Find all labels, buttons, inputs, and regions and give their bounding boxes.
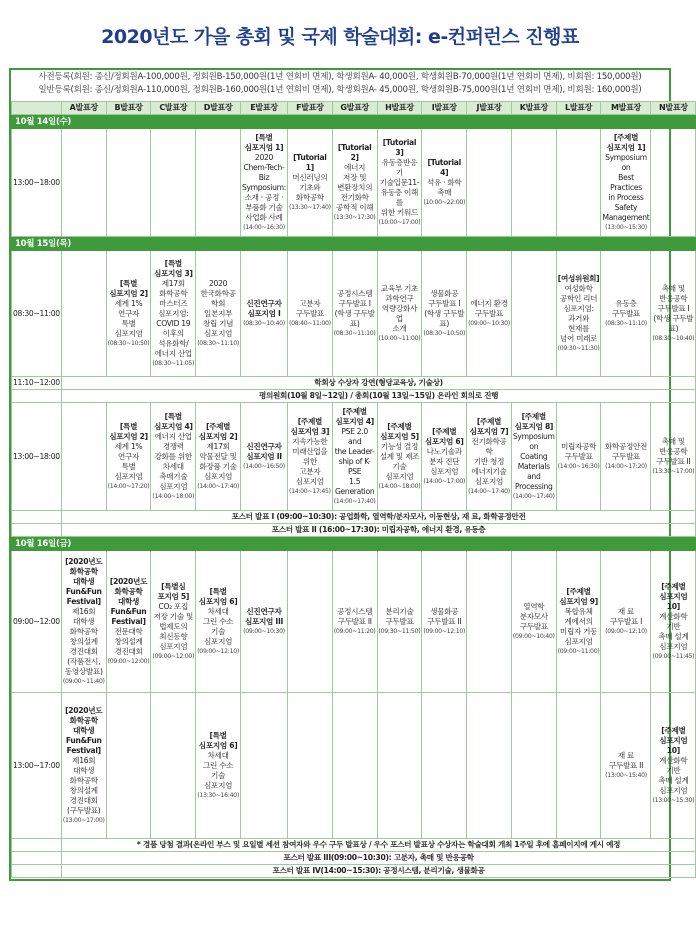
session-time: (10:00~11:00) (378, 335, 421, 342)
session-cell-l (556, 403, 601, 511)
room-e: E발표장 (240, 102, 287, 115)
session-cell-l (556, 693, 601, 839)
room-c: C발표장 (151, 102, 196, 115)
session-body: 화학공정안전 구두발표 (604, 442, 648, 461)
room-a: A발표장 (61, 102, 106, 115)
lecture-row-text: 학회상 수상자 강연(형당교육상, 기술상) (61, 377, 695, 390)
time-cell: 13:00~18:00 (12, 403, 62, 511)
session-body: 계산화학 기반 촉매 설계 심포지엄 (658, 612, 689, 651)
session-cell-c (151, 251, 196, 377)
session-cell-i (422, 551, 467, 693)
poster-4-row (12, 865, 696, 878)
room-b: B발표장 (106, 102, 151, 115)
session-time: (09:00~12:10) (605, 628, 647, 635)
session-cell-f (287, 693, 332, 839)
session-time: (09:30~11:50) (378, 628, 421, 635)
session-body: 세계 1% 연구자 특별 심포지엄 (114, 299, 143, 338)
time-cell (12, 865, 62, 878)
session-time: (13:00~15:30) (605, 224, 647, 231)
session-cell-m (601, 251, 651, 377)
session-time: (08:30~10:50) (423, 330, 466, 337)
session-cell-a (61, 403, 106, 511)
session-title: [특별 심포지엄 2] (109, 422, 148, 441)
session-body: 에너지 저장 및 변환장치의 전기화학 공학적 이해 (336, 163, 374, 212)
registration-fees (11, 71, 669, 97)
session-body: 유동층 구두발표 (611, 299, 641, 318)
session-cell-g (332, 551, 377, 693)
session-cell-e (240, 251, 287, 377)
session-cell-n (651, 693, 696, 839)
session-cell-j (467, 551, 512, 693)
session-cell-m (601, 129, 651, 237)
room-h: H발표장 (377, 102, 422, 115)
session-body: 2020 한국화학공학회 일본지부 창립 기념 심포지엄 (200, 279, 236, 338)
notice-row (12, 839, 696, 852)
session-body: 차세대 그린 수소 기술 심포지엄 (202, 751, 234, 790)
session-title: [특별 심포지엄 4] (153, 412, 193, 431)
session-title: [특별 심포지엄 6] (198, 587, 238, 606)
session-cell-d (196, 693, 241, 839)
time-cell (12, 524, 62, 537)
session-body: 공정시스템 구두발표 II (337, 607, 373, 626)
council-row (12, 390, 696, 403)
session-time: (09:00~12:10) (423, 628, 466, 635)
room-g: G발표장 (332, 102, 377, 115)
session-body: 지속가능한 미래산업을 위한 고분자 심포지엄 (292, 437, 328, 486)
session-cell-n (651, 403, 696, 511)
session-body: 전기화학공학 기반 청정 에너지기술 심포지엄 (471, 437, 507, 486)
session-title: 신진연구자 심포지엄 II (246, 442, 282, 461)
session-cell-b (106, 693, 151, 839)
session-title: [2020년도 화학공학 대학생 Fun&Fun Festival] (109, 577, 148, 626)
session-body: 세계 1% 연구자 특별 심포지엄 (114, 442, 143, 481)
session-title: [여성위원회] (557, 274, 600, 283)
room-header-row (12, 102, 696, 115)
session-cell-d (196, 403, 241, 511)
session-time: (13:30~16:40) (197, 792, 239, 799)
poster-3-row (12, 852, 696, 865)
session-cell-k (511, 551, 556, 693)
session-cell-g (332, 693, 377, 839)
session-time: (14:00~17:40) (197, 483, 239, 490)
session-title: [주제별 심포지엄 5] (380, 422, 419, 441)
time-cell: 09:00~12:00 (12, 551, 62, 693)
session-body: 에너지 환경 구두발표 (470, 299, 508, 318)
session-body: PSE 2.0 and the Leader- ship of K-PSE 1.5 Generation (334, 427, 375, 496)
session-time: (10:00~22:00) (423, 199, 466, 206)
session-title: [Tutorial 4] (427, 158, 461, 177)
session-time: (14:00~17:40) (468, 488, 510, 495)
session-time: (14:00~17:20) (605, 463, 647, 470)
row-oct15-afternoon (12, 403, 696, 511)
session-body: 공정시스템 구두발표 I (학생 구두발표) (334, 289, 375, 328)
session-title: [특별심 포지엄 5] (157, 582, 190, 601)
session-title: 신진연구자 심포지엄 III (244, 607, 283, 626)
room-i: I발표장 (422, 102, 467, 115)
session-title: [특별 심포지엄 1] (244, 133, 284, 152)
session-title: [주제별 심포지엄 4] (335, 407, 374, 426)
session-time: (08:30~11:05) (152, 360, 195, 367)
session-title: [2020년도 화학공학 대학생 Fun&Fun Festival] (65, 557, 103, 606)
session-title: [주제별 심포지엄 3] (290, 417, 330, 436)
session-title: [주제별 심포지엄 10] (659, 582, 688, 611)
session-time: (09:00~12:00) (152, 653, 195, 660)
session-time: (13:00~15:30) (652, 797, 695, 804)
general-registration-fee: 일반등록(회원: 종신/정회원A-110,000원, 정회원B-160,000원(1년 연회비 면제), 학생회원A- 45,000원, 학생회원B-75,000원(1년 연회비 면제), 비회원: 160,000원) (38, 85, 642, 95)
time-cell: 08:30~11:00 (12, 251, 62, 377)
session-body: 재 료 구두발표 II (608, 751, 644, 770)
notice-row-text: * 경품 당첨 결과(온라인 부스 및 요일별 세션 참여자와 우수 구두 발표상 / 우수 포스터 발표상 수상자는 학술대회 개최 1주일 후에 홈페이지에 게시 예정 (61, 839, 695, 852)
session-cell-c (151, 129, 196, 237)
session-cell-h (377, 403, 422, 511)
session-cell-a (61, 551, 106, 693)
session-cell-d (196, 551, 241, 693)
poster-2-row (12, 524, 696, 537)
session-cell-j (467, 693, 512, 839)
session-body: 생물화공 구두발표 II (427, 607, 462, 626)
session-cell-k (511, 251, 556, 377)
day-label: 10월 14일(수) (12, 115, 696, 129)
session-time: (09:00~10:30) (243, 628, 285, 635)
session-time: (08:30~10:50) (107, 340, 150, 347)
session-time: (08:30~10:40) (243, 320, 285, 327)
session-cell-j (467, 403, 512, 511)
session-title: [주제별 심포지엄 2] (198, 422, 238, 441)
session-title: [주제별 심포지엄 10] (659, 726, 688, 755)
session-time: (08:40~11:00) (288, 320, 331, 327)
session-cell-n (651, 129, 696, 237)
session-body: 재 료 구두발표 I (609, 607, 643, 626)
session-cell-g (332, 403, 377, 511)
session-cell-e (240, 551, 287, 693)
room-k: K발표장 (511, 102, 556, 115)
session-time: (14:00~16:30) (557, 463, 600, 470)
session-time: (08:30~10:40) (652, 335, 695, 342)
session-cell-b (106, 551, 151, 693)
session-time: (13:30~17:30) (333, 214, 376, 221)
session-cell-h (377, 251, 422, 377)
session-body: 제17회 화학공학 마스터즈 심포지엄: COVID 19 이후의 석유화학/ 에너지 산업 (154, 279, 192, 358)
session-body: CO₂ 포집 저장 기술 및 법제도의 최신동향 심포지엄 (153, 602, 193, 651)
row-oct15-morning (12, 251, 696, 377)
poster-1-row-text: 포스터 발표 I (09:00~10:30): 공업화학, 열역학/분자모사, 이동현상, 재 료, 화학공정안전 (61, 511, 695, 524)
session-time: (14:00~18:00) (378, 483, 421, 490)
poster-3-row-text: 포스터 발표 III(09:00~10:30): 고분자, 촉매 및 반응공학 (61, 852, 695, 865)
session-time: (08:30~11:10) (333, 330, 376, 337)
time-cell (12, 852, 62, 865)
session-cell-k (511, 129, 556, 237)
session-time: (08:30~11:10) (605, 320, 647, 327)
session-cell-e (240, 693, 287, 839)
session-body: 제16회 대학생 화학공학 창의설계 경진대회 (작품전시, 동영상발표) (64, 607, 103, 676)
session-cell-e (240, 129, 287, 237)
poster-1-row (12, 511, 696, 524)
day-oct-16 (12, 537, 696, 551)
session-cell-a (61, 693, 106, 839)
session-title: [주제별 심포지엄 1] (606, 133, 646, 152)
session-title: [2020년도 화학공학 대학생 Fun&Fun Festival] (65, 706, 103, 755)
session-body: 차세대 그린 수소 기술 심포지엄 (202, 607, 234, 646)
session-cell-a (61, 251, 106, 377)
session-title: 신진연구자 심포지엄 I (246, 299, 282, 318)
session-cell-f (287, 551, 332, 693)
session-body: 생물화공 구두발표 I (학생 구두발표) (424, 289, 465, 328)
session-time: (13:00~15:40) (605, 772, 647, 779)
session-title: [Tutorial 1] (293, 153, 327, 172)
session-time: (14:00~17:45) (288, 488, 331, 495)
session-cell-g (332, 129, 377, 237)
session-time: (14:00~17:20) (107, 483, 150, 490)
session-cell-f (287, 403, 332, 511)
session-time: (14:00~17:40) (333, 498, 376, 505)
session-cell-k (511, 693, 556, 839)
room-f: F발표장 (287, 102, 332, 115)
session-body: 전문대학 창의설계 경진대회 (114, 627, 143, 656)
session-cell-m (601, 403, 651, 511)
session-body: 에너지 산업 경쟁력 강화를 위한 차세대 촉매기술 심포지엄 (154, 432, 192, 491)
session-body: 열역학 분자모사 구두발표 (519, 602, 548, 631)
session-body: 복합유체 계에서의 미립자 거동 심포지엄 (559, 607, 598, 646)
session-cell-m (601, 551, 651, 693)
room-m: M발표장 (601, 102, 651, 115)
lecture-row (12, 377, 696, 390)
row-oct16-afternoon (12, 693, 696, 839)
session-cell-i (422, 251, 467, 377)
session-body: 계산화학 기반 촉매 설계 심포지엄 (658, 756, 689, 795)
session-cell-l (556, 129, 601, 237)
row-oct14-afternoon (12, 129, 696, 237)
session-time: (14:00~16:50) (243, 463, 285, 470)
corner-cell (12, 102, 62, 115)
session-title: [주제별 심포지엄 7] (469, 417, 509, 436)
session-cell-n (651, 551, 696, 693)
session-body: 머신러닝의 기초와 화학공학 (292, 173, 328, 202)
page-title: 2020년도 가을 총회 및 국제 학술대회: e-컨퍼런스 진행표 (101, 26, 579, 48)
session-time: (09:00~12:00) (107, 658, 150, 665)
time-cell: 13:00~18:00 (12, 129, 62, 237)
session-cell-f (287, 251, 332, 377)
session-body: 석유 · 화학 촉매 (426, 178, 462, 197)
session-cell-b (106, 251, 151, 377)
session-cell-h (377, 693, 422, 839)
session-body: Symposium on Best Practices in Process Safety Management (602, 153, 650, 222)
session-body: 고분자 구두발표 (295, 299, 324, 318)
session-cell-c (151, 693, 196, 839)
session-cell-c (151, 403, 196, 511)
session-cell-h (377, 129, 422, 237)
session-body: 기능성 결정 설계 및 제조 기술 심포지엄 (379, 442, 420, 481)
session-cell-e (240, 403, 287, 511)
session-body: 교육부 기초 과학연구 역량강화사업 소개 (380, 284, 419, 333)
time-cell (12, 390, 62, 403)
session-cell-m (601, 693, 651, 839)
session-cell-i (422, 403, 467, 511)
session-time: (09:00~11:40) (62, 678, 105, 685)
session-title: [특별 심포지엄 6] (198, 731, 238, 750)
session-cell-h (377, 551, 422, 693)
session-time: (14:00~17:40) (512, 493, 555, 500)
session-time: (14:00~16:30) (243, 224, 285, 231)
session-cell-i (422, 693, 467, 839)
time-cell: 11:10~12:00 (12, 377, 62, 390)
session-time: (09:30~11:30) (557, 345, 600, 352)
session-body: 나노기술과 분자 진단 심포지엄 (426, 447, 462, 476)
room-l: L발표장 (556, 102, 601, 115)
row-oct16-morning (12, 551, 696, 693)
session-body: 미립자공학 구두발표 (560, 442, 597, 461)
session-cell-l (556, 551, 601, 693)
session-time: (09:00~11:20) (333, 628, 376, 635)
time-cell (12, 511, 62, 524)
session-body: Symposium on Coating Materials and Processing (512, 432, 555, 491)
session-body: 2020 Chem-Tech-Biz Symposium: 소재 · 공정 · 부품화 기술 사업화 사례 (241, 153, 286, 222)
session-cell-d (196, 251, 241, 377)
session-title: [주제별 심포지엄 9] (559, 587, 598, 606)
session-title: [특별 심포지엄 3] (153, 259, 193, 278)
session-time: (09:00~10:30) (468, 320, 510, 327)
session-body: 촉매 및 반응공학 구두발표 II (656, 437, 691, 466)
session-title: [특별 심포지엄 2] (109, 279, 148, 298)
session-time: (13:30~17:40) (288, 204, 331, 211)
session-time: (14:00~18:00) (152, 493, 195, 500)
day-oct-14 (12, 115, 696, 129)
session-time: (08:30~11:10) (197, 340, 239, 347)
session-cell-g (332, 251, 377, 377)
session-body: 분리기술 구두발표 (385, 607, 414, 626)
session-title: [주제별 심포지엄 6] (424, 427, 464, 446)
session-cell-a (61, 129, 106, 237)
session-time: (14:00~17:00) (423, 478, 466, 485)
session-title: [주제별 심포지엄 8] (514, 412, 554, 431)
session-title: [Tutorial 2] (337, 143, 372, 162)
session-body: 유동층반응기 기술입문11- 유동층 이해를 위한 키워드 (379, 158, 420, 217)
session-time: (13:30~17:00) (652, 468, 695, 475)
day-label: 10월 15일(목) (12, 237, 696, 251)
session-time: (09:00~10:40) (512, 633, 555, 640)
session-title: [Tutorial 3] (382, 138, 417, 157)
session-cell-c (151, 551, 196, 693)
session-cell-j (467, 251, 512, 377)
session-cell-i (422, 129, 467, 237)
day-oct-15 (12, 237, 696, 251)
session-cell-d (196, 129, 241, 237)
session-time: (09:00~12:10) (197, 648, 239, 655)
session-cell-b (106, 129, 151, 237)
session-body: 제16회 대학생 화학공학 창의설계 경진대회 (구두발표) (67, 756, 101, 815)
session-body: 여성화학 공학인 리더 심포지엄: 과거와 현재를 넘어 미래로 (559, 284, 598, 343)
poster-2-row-text: 포스터 발표 II (16:00~17:30): 미립자공학, 에너지 환경, 유동층 (61, 524, 695, 537)
session-time: (09:00~11:00) (557, 648, 600, 655)
session-cell-l (556, 251, 601, 377)
room-j: J발표장 (467, 102, 512, 115)
session-time: (09:00~11:45) (652, 653, 695, 660)
room-n: N발표장 (651, 102, 696, 115)
session-body: 제17회 약물전달 및 화장품 기술 심포지엄 (199, 442, 237, 481)
day-label: 10월 16일(금) (12, 537, 696, 551)
session-cell-k (511, 403, 556, 511)
session-cell-f (287, 129, 332, 237)
session-cell-b (106, 403, 151, 511)
schedule-table (11, 101, 696, 878)
pre-registration-fee: 사전등록(회원: 종신/정회원A-100,000원, 정회원B-150,000원(1년 연회비 면제), 학생회원A- 40,000원, 학생회원B-70,000원(1년 연회비 면제), 비회원: 150,000원) (38, 72, 642, 82)
time-cell: 13:00~17:00 (12, 693, 62, 839)
session-cell-j (467, 129, 512, 237)
time-cell (12, 839, 62, 852)
poster-4-row-text: 포스터 발표 IV(14:00~15:30): 공정시스템, 분리기술, 생물화공 (61, 865, 695, 878)
council-row-text: 평의원회(10월 8일~12일) / 총회(10월 13일~15일) 온라인 회의로 진행 (61, 390, 695, 403)
session-cell-n (651, 251, 696, 377)
session-time: (13:00~17:00) (62, 817, 105, 824)
room-d: D발표장 (196, 102, 241, 115)
session-body: 촉매 및 반응공학 구두발표 I (학생 구두발표) (653, 284, 694, 333)
session-time: (10:00~17:00) (378, 219, 421, 226)
